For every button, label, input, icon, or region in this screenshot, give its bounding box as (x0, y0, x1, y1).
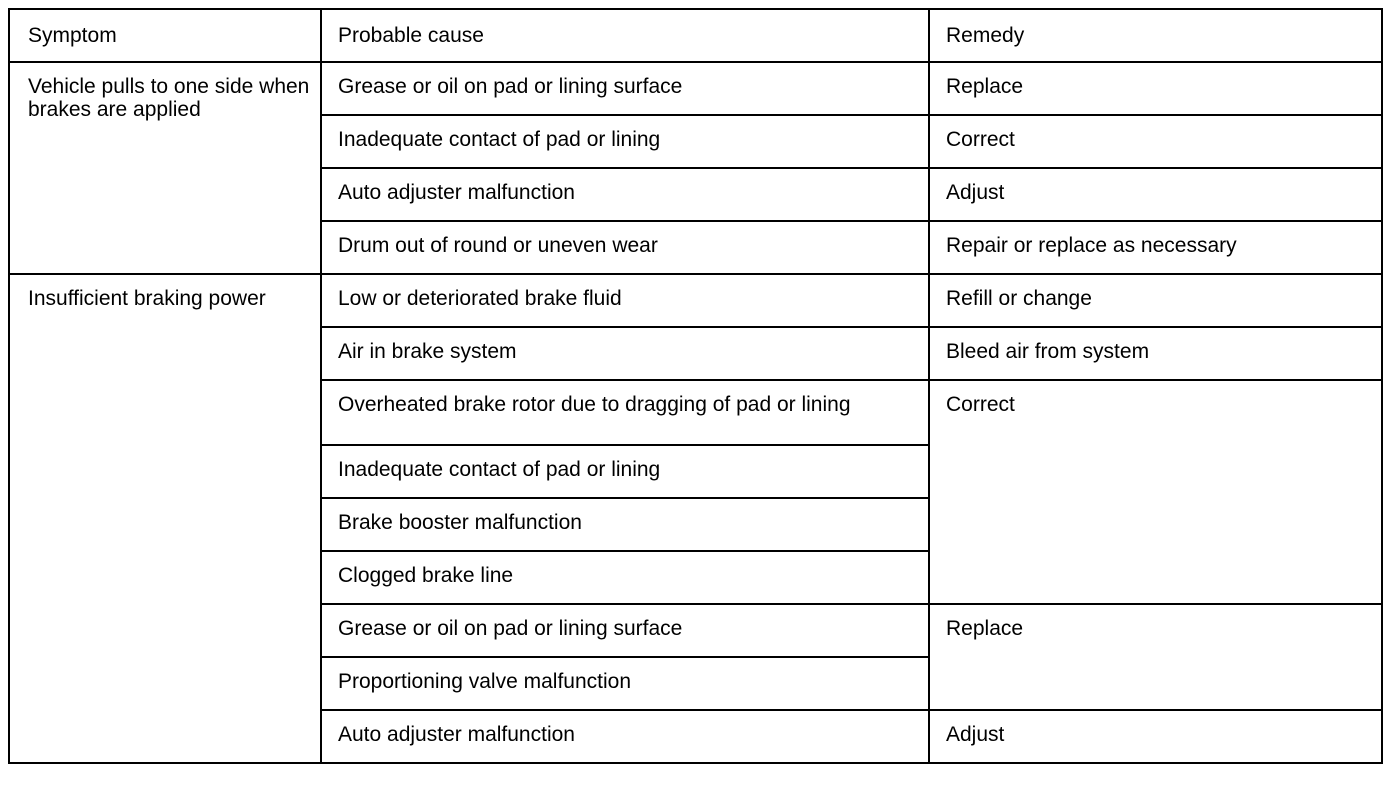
symptom-cell: Vehicle pulls to one side when brakes are applied (9, 62, 321, 274)
cause-cell: Brake booster malfunction (321, 498, 929, 551)
remedy-cell: Bleed air from system (929, 327, 1382, 380)
troubleshooting-table (8, 8, 1383, 764)
cause-cell: Overheated brake rotor due to dragging of pad or lining (321, 380, 929, 445)
remedy-cell: Replace (929, 604, 1382, 710)
remedy-cell: Adjust (929, 710, 1382, 763)
table-header-row (9, 9, 1382, 62)
cause-cell: Low or deteriorated brake fluid (321, 274, 929, 327)
remedy-cell: Correct (929, 380, 1382, 604)
table-row (9, 62, 1382, 115)
cause-cell: Air in brake system (321, 327, 929, 380)
header-symptom: Symptom (9, 9, 321, 62)
remedy-cell: Repair or replace as necessary (929, 221, 1382, 274)
remedy-cell: Refill or change (929, 274, 1382, 327)
cause-cell: Drum out of round or uneven wear (321, 221, 929, 274)
table-row (9, 274, 1382, 327)
cause-cell: Inadequate contact of pad or lining (321, 445, 929, 498)
cause-cell: Inadequate contact of pad or lining (321, 115, 929, 168)
cause-cell: Grease or oil on pad or lining surface (321, 604, 929, 657)
cause-cell: Grease or oil on pad or lining surface (321, 62, 929, 115)
symptom-cell: Insufficient braking power (9, 274, 321, 763)
cause-cell: Clogged brake line (321, 551, 929, 604)
remedy-cell: Correct (929, 115, 1382, 168)
cause-cell: Auto adjuster malfunction (321, 168, 929, 221)
header-remedy: Remedy (929, 9, 1382, 62)
header-probable-cause: Probable cause (321, 9, 929, 62)
remedy-cell: Replace (929, 62, 1382, 115)
cause-cell: Auto adjuster malfunction (321, 710, 929, 763)
cause-cell: Proportioning valve malfunction (321, 657, 929, 710)
remedy-cell: Adjust (929, 168, 1382, 221)
